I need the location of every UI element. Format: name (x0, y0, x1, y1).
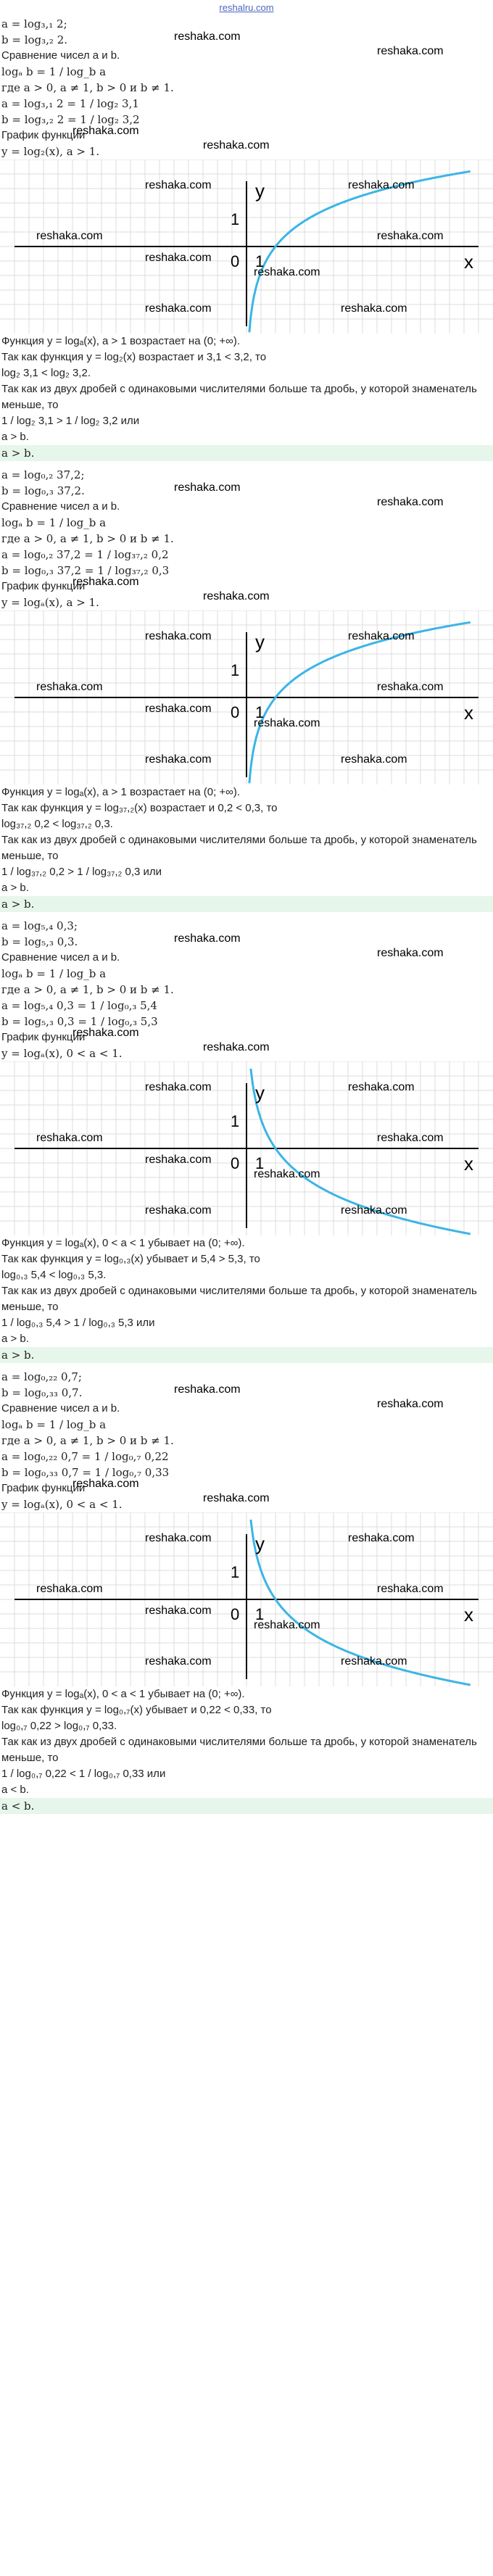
watermark: reshaka.com (36, 1583, 103, 1595)
watermark: reshaka.com (377, 1132, 444, 1144)
explanation-line: log₀,₃ 5,4 < log₀,₃ 5,3. (1, 1269, 107, 1281)
explanation-line: 1 / log₀,₇ 0,22 < 1 / log₀,₇ 0,33 или (1, 1768, 166, 1780)
solution-section (0, 1369, 493, 1820)
watermark: reshaka.com (72, 1027, 139, 1039)
explanation-line: a > b. (1, 431, 29, 443)
watermark: reshaka.com (145, 1081, 212, 1093)
equation-a: a = log₅,₄ 0,3 = 1 / log₀,₃ 5,4 (1, 999, 157, 1012)
y-axis-label: y (255, 631, 265, 653)
watermark: reshaka.com (145, 703, 212, 715)
graph-formula: y = logₐ(x), 0 < a < 1. (1, 1498, 123, 1511)
graph-formula: y = logₐ(x), a > 1. (1, 596, 99, 609)
explanation-line: Функция y = logₐ(x), a > 1 возрастает на (0; +∞). (1, 335, 241, 347)
equation-a: a = log₃,₁ 2 = 1 / log₂ 3,1 (1, 97, 139, 110)
explanation-line: log₃₇,₂ 0,2 < log₃₇,₂ 0,3. (1, 818, 113, 830)
explanation-line: Так как из двух дробей с одинаковыми числителями больше та дробь, у которой знаменатель меньше, то (1, 1285, 477, 1313)
graph-title: График функции (1, 1031, 86, 1043)
explanation-line: a > b. (1, 1333, 29, 1345)
solution-section (0, 467, 493, 918)
graph-formula: y = logₐ(x), 0 < a < 1. (1, 1047, 123, 1060)
condition-text: где a > 0, a ≠ 1, b > 0 и b ≠ 1. (1, 1434, 174, 1447)
condition-text: где a > 0, a ≠ 1, b > 0 и b ≠ 1. (1, 532, 174, 545)
watermark: reshaka.com (145, 1532, 212, 1544)
explanation-line: Функция y = logₐ(x), a > 1 возрастает на (0; +∞). (1, 786, 241, 798)
given-value: b = log₅,₃ 0,3. (1, 935, 78, 948)
change-of-base-formula: logₐ b = 1 / log_b a (1, 1418, 107, 1431)
equation-a: a = log₀,₂₂ 0,7 = 1 / log₀,₇ 0,22 (1, 1450, 169, 1463)
function-graph (0, 1512, 493, 1686)
answer-line: a > b. (0, 445, 493, 461)
watermark: reshaka.com (377, 496, 444, 508)
explanation-line: 1 / log₀,₃ 5,4 > 1 / log₀,₃ 5,3 или (1, 1317, 155, 1329)
y-one-label: 1 (231, 661, 240, 679)
y-axis-label: y (255, 1082, 265, 1103)
site-header-link[interactable]: reshalru.com (219, 2, 274, 13)
y-one-label: 1 (231, 210, 240, 228)
given-value: b = log₃,₂ 2. (1, 33, 68, 46)
change-of-base-formula: logₐ b = 1 / log_b a (1, 65, 107, 78)
watermark: reshaka.com (377, 230, 444, 242)
watermark: reshaka.com (203, 139, 270, 152)
equation-b: b = log₅,₃ 0,3 = 1 / log₀,₃ 5,3 (1, 1015, 158, 1028)
watermark: reshaka.com (145, 252, 212, 264)
given-value: a = log₃,₁ 2; (1, 17, 67, 30)
explanation-line: Функция y = logₐ(x), 0 < a < 1 убывает на (0; +∞). (1, 1237, 245, 1249)
section-gap (0, 461, 493, 467)
graph-title: График функции (1, 1482, 86, 1494)
watermark: reshaka.com (174, 932, 241, 945)
watermark: reshaka.com (254, 1168, 320, 1180)
watermark: reshaka.com (341, 753, 407, 766)
equation-b: b = log₃,₂ 2 = 1 / log₂ 3,2 (1, 113, 140, 126)
compare-heading: Сравнение чисел a и b. (1, 500, 120, 513)
explanation-line: Функция y = logₐ(x), 0 < a < 1 убывает на (0; +∞). (1, 1688, 245, 1700)
explanation-line: Так как из двух дробей с одинаковыми числителями больше та дробь, у которой знаменатель меньше, то (1, 1736, 477, 1764)
watermark: reshaka.com (36, 1132, 103, 1144)
change-of-base-formula: logₐ b = 1 / log_b a (1, 516, 107, 529)
origin-label: 0 (231, 1605, 240, 1623)
explanation-line: 1 / log₃₇,₂ 0,2 > 1 / log₃₇,₂ 0,3 или (1, 866, 162, 878)
explanation-line: Так как функция y = log₂(x) возрастает и 3,1 < 3,2, то (1, 351, 267, 363)
explanation-line: Так как функция y = log₀,₃(x) убывает и 5,4 > 5,3, то (1, 1253, 260, 1265)
change-of-base-formula: logₐ b = 1 / log_b a (1, 967, 107, 980)
answer-line: a > b. (0, 1347, 493, 1363)
watermark: reshaka.com (174, 30, 241, 43)
given-value: b = log₀,₃₃ 0,7. (1, 1386, 83, 1399)
given-value: a = log₀,₂₂ 0,7; (1, 1370, 82, 1383)
x-axis-label: x (464, 1604, 473, 1625)
explanation-line: log₂ 3,1 < log₂ 3,2. (1, 367, 91, 379)
watermark: reshaka.com (377, 1398, 444, 1410)
origin-label: 0 (231, 1154, 240, 1172)
given-value: b = log₀,₃ 37,2. (1, 484, 85, 497)
watermark: reshaka.com (377, 1583, 444, 1595)
watermark: reshaka.com (145, 1154, 212, 1166)
watermark: reshaka.com (254, 1619, 320, 1631)
function-graph (0, 610, 493, 784)
x-axis-label: x (464, 251, 473, 273)
watermark: reshaka.com (254, 266, 320, 278)
watermark: reshaka.com (36, 681, 103, 693)
watermark: reshaka.com (174, 481, 241, 494)
function-graph (0, 1061, 493, 1235)
condition-text: где a > 0, a ≠ 1, b > 0 и b ≠ 1. (1, 81, 174, 94)
watermark: reshaka.com (348, 1081, 415, 1093)
x-one-label: 1 (255, 1154, 265, 1172)
watermark: reshaka.com (145, 1204, 212, 1217)
x-one-label: 1 (255, 252, 265, 270)
watermark: reshaka.com (203, 1492, 270, 1504)
equation-b: b = log₀,₃₃ 0,7 = 1 / log₀,₇ 0,33 (1, 1466, 170, 1479)
given-value: a = log₅,₄ 0,3; (1, 919, 78, 932)
explanation-line: 1 / log₂ 3,1 > 1 / log₂ 3,2 или (1, 415, 140, 427)
explanation-line: Так как из двух дробей с одинаковыми числителями больше та дробь, у которой знаменатель меньше, то (1, 383, 477, 411)
watermark: reshaka.com (341, 1204, 407, 1217)
watermark: reshaka.com (72, 125, 139, 137)
solution-section (0, 16, 493, 467)
watermark: reshaka.com (145, 630, 212, 642)
compare-heading: Сравнение чисел a и b. (1, 951, 120, 964)
origin-label: 0 (231, 703, 240, 721)
watermark: reshaka.com (203, 1041, 270, 1053)
explanation-line: Так как функция y = log₃₇,₂(x) возрастает и 0,2 < 0,3, то (1, 802, 278, 814)
equation-b: b = log₀,₃ 37,2 = 1 / log₃₇,₂ 0,3 (1, 564, 170, 577)
watermark: reshaka.com (377, 681, 444, 693)
x-one-label: 1 (255, 703, 265, 721)
watermark: reshaka.com (341, 1655, 407, 1668)
watermark: reshaka.com (377, 947, 444, 959)
y-axis-label: y (255, 1533, 265, 1554)
watermark: reshaka.com (348, 1532, 415, 1544)
y-axis-label: y (255, 180, 265, 202)
x-axis-label: x (464, 1153, 473, 1175)
explanation-line: Так как функция y = log₀,₇(x) убывает и 0,22 < 0,33, то (1, 1704, 272, 1716)
equation-a: a = log₀,₂ 37,2 = 1 / log₃₇,₂ 0,2 (1, 548, 169, 561)
condition-text: где a > 0, a ≠ 1, b > 0 и b ≠ 1. (1, 983, 174, 996)
watermark: reshaka.com (145, 1604, 212, 1617)
compare-heading: Сравнение чисел a и b. (1, 1402, 120, 1415)
section-gap (0, 912, 493, 918)
watermark: reshaka.com (145, 753, 212, 766)
y-one-label: 1 (231, 1563, 240, 1581)
watermark: reshaka.com (203, 590, 270, 602)
watermark: reshaka.com (348, 179, 415, 191)
watermark: reshaka.com (145, 302, 212, 315)
function-graph (0, 160, 493, 334)
compare-heading: Сравнение чисел a и b. (1, 49, 120, 62)
solution-section (0, 918, 493, 1369)
watermark: reshaka.com (72, 576, 139, 588)
watermark: reshaka.com (72, 1478, 139, 1490)
origin-label: 0 (231, 252, 240, 270)
section-gap (0, 1814, 493, 1820)
graph-title: График функции (1, 129, 86, 141)
x-one-label: 1 (255, 1605, 265, 1623)
watermark: reshaka.com (145, 1655, 212, 1668)
watermark: reshaka.com (145, 179, 212, 191)
x-axis-label: x (464, 702, 473, 724)
answer-line: a > b. (0, 896, 493, 912)
explanation-line: a < b. (1, 1784, 29, 1796)
graph-formula: y = log₂(x), a > 1. (1, 145, 100, 158)
explanation-line: a > b. (1, 882, 29, 894)
graph-title: График функции (1, 580, 86, 592)
watermark: reshaka.com (254, 717, 320, 729)
section-gap (0, 1363, 493, 1369)
watermark: reshaka.com (174, 1383, 241, 1396)
given-value: a = log₀,₂ 37,2; (1, 468, 85, 481)
watermark: reshaka.com (348, 630, 415, 642)
explanation-line: Так как из двух дробей с одинаковыми числителями больше та дробь, у которой знаменатель меньше, то (1, 834, 477, 862)
y-one-label: 1 (231, 1112, 240, 1130)
watermark: reshaka.com (377, 45, 444, 57)
watermark: reshaka.com (341, 302, 407, 315)
watermark: reshaka.com (36, 230, 103, 242)
explanation-line: log₀,₇ 0,22 > log₀,₇ 0,33. (1, 1720, 117, 1732)
answer-line: a < b. (0, 1798, 493, 1814)
